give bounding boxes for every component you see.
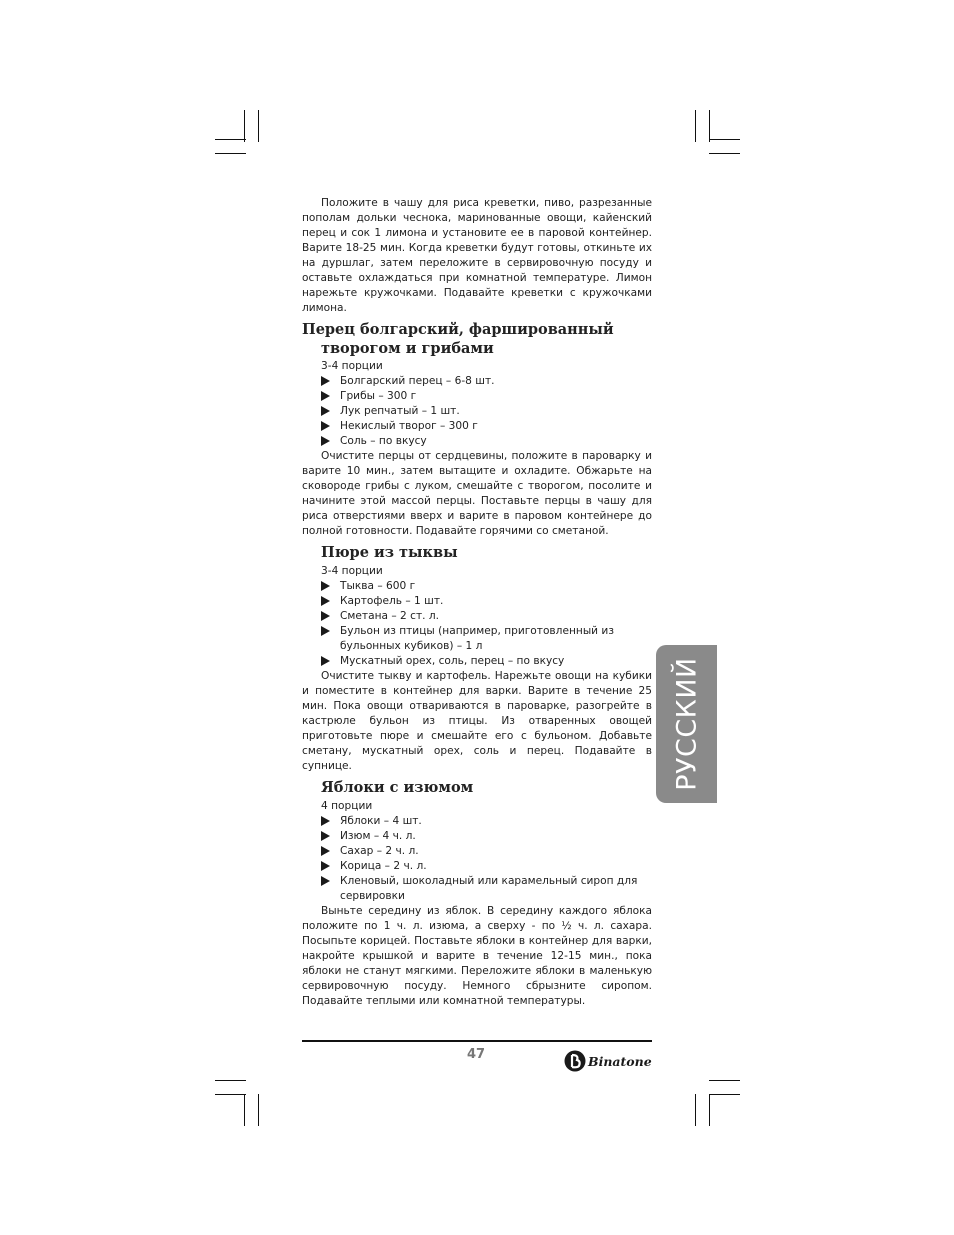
ingredient-item: Болгарский перец – 6-8 шт. bbox=[302, 374, 652, 389]
bullet-triangle-icon bbox=[321, 861, 330, 871]
brand-logo bbox=[564, 1049, 652, 1073]
crop-mark bbox=[709, 153, 740, 154]
bullet-triangle-icon bbox=[321, 406, 330, 416]
crop-mark bbox=[258, 1094, 259, 1126]
servings: 3-4 порции bbox=[321, 565, 383, 577]
crop-mark bbox=[215, 1080, 246, 1081]
ingredient-item: Сахар – 2 ч. л. bbox=[302, 844, 652, 859]
crop-mark bbox=[709, 1080, 740, 1081]
method-paragraph: Очистите перцы от сердцевины, положите в пароварку и варите 10 мин., затем вытащите и охладите. Обжарьте на сковороде грибы с луком, смешайте с творогом, посолите и начините этой массой перцы. Поставьте перцы в чашу для риса отверстиями вверх и варите в паровом контейнере до полной готовности. Подавайте горячими со сметаной. bbox=[302, 450, 652, 537]
ingredient-item: Корица – 2 ч. л. bbox=[302, 859, 652, 874]
language-tab bbox=[656, 645, 717, 803]
bullet-triangle-icon bbox=[321, 596, 330, 606]
ingredient-item: Бульон из птицы (например, приготовленный из бульонных кубиков) – 1 л bbox=[302, 624, 652, 654]
method-paragraph: Выньте середину из яблок. В середину каждого яблока положите по 1 ч. л. изюма, а сверху - по ½ ч. л. сахара. Посыпьте корицей. Поставьте яблоки в контейнер для варки, накройте крышкой и варите в течение 12-15 мин., пока яблоки не станут мягкими. Переложите яблоки в маленькую сервировочную посуду. Немного сбрызните сиропом. Подавайте теплыми или комнатной температуры. bbox=[302, 905, 652, 1007]
bullet-triangle-icon bbox=[321, 846, 330, 856]
crop-mark bbox=[244, 110, 245, 142]
crop-mark bbox=[258, 110, 259, 142]
bullet-triangle-icon bbox=[321, 831, 330, 841]
bullet-triangle-icon bbox=[321, 581, 330, 591]
ingredient-item: Некислый творог – 300 г bbox=[302, 419, 652, 434]
footer-divider bbox=[302, 1040, 652, 1042]
language-tab-label: РУССКИЙ bbox=[671, 657, 702, 791]
ingredient-item: Изюм – 4 ч. л. bbox=[302, 829, 652, 844]
bullet-triangle-icon bbox=[321, 611, 330, 621]
ingredient-item: Мускатный орех, соль, перец – по вкусу bbox=[302, 654, 652, 669]
brand-name: Binatone bbox=[588, 1053, 652, 1069]
ingredient-item: Тыква – 600 г bbox=[302, 579, 652, 594]
crop-mark bbox=[709, 139, 740, 140]
ingredient-list bbox=[302, 579, 652, 669]
intro-paragraph: Положите в чашу для риса креветки, пиво, разрезанные пополам дольки чеснока, маринованные овощи, кайенский перец и сок 1 лимона и установите ее в паровой контейнер. Варите 18-25 мин. Когда креветки будут готовы, откиньте их на дуршлаг, затем переложите в сервировочную посуду и оставьте охлаждаться при комнатной температуре. Лимон нарежьте кружочками. Подавайте креветки с кружочками лимона. bbox=[302, 197, 652, 314]
method-paragraph: Очистите тыкву и картофель. Нарежьте овощи на кубики и поместите в контейнер для варки. Варите в течение 25 мин. Пока овощи отвариваются в пароварке, разогрейте в кастрюле бульон из птицы. Из отваренных овощей приготовьте пюре и смешайте его с бульоном. Добавьте сметану, мускатный орех, соль и перец. Подавайте в супнице. bbox=[302, 670, 652, 772]
bullet-triangle-icon bbox=[321, 391, 330, 401]
ingredient-item: Соль – по вкусу bbox=[302, 434, 652, 449]
servings: 4 порции bbox=[321, 800, 373, 812]
ingredient-list bbox=[302, 814, 652, 904]
bullet-triangle-icon bbox=[321, 816, 330, 826]
ingredient-item: Картофель – 1 шт. bbox=[302, 594, 652, 609]
bullet-triangle-icon bbox=[321, 876, 330, 886]
recipe-title: Пюре из тыквы bbox=[321, 544, 458, 561]
recipe-pumpkin-puree bbox=[302, 543, 652, 774]
ingredient-item: Яблоки – 4 шт. bbox=[302, 814, 652, 829]
bullet-triangle-icon bbox=[321, 421, 330, 431]
ingredient-item: Кленовый, шоколадный или карамельный сироп для сервировки bbox=[302, 874, 652, 904]
bullet-triangle-icon bbox=[321, 656, 330, 666]
binatone-logo-icon bbox=[564, 1050, 586, 1072]
recipe-title: Яблоки с изюмом bbox=[321, 779, 474, 796]
crop-mark bbox=[215, 1094, 246, 1095]
ingredient-item: Грибы – 300 г bbox=[302, 389, 652, 404]
crop-mark bbox=[215, 153, 246, 154]
ingredient-list bbox=[302, 374, 652, 449]
ingredient-item: Сметана – 2 ст. л. bbox=[302, 609, 652, 624]
recipe-stuffed-pepper bbox=[302, 320, 652, 539]
recipe-apples-raisins bbox=[302, 778, 652, 1009]
servings: 3-4 порции bbox=[321, 360, 383, 372]
bullet-triangle-icon bbox=[321, 376, 330, 386]
crop-mark bbox=[709, 1094, 710, 1126]
crop-mark bbox=[709, 110, 710, 142]
bullet-triangle-icon bbox=[321, 436, 330, 446]
bullet-triangle-icon bbox=[321, 626, 330, 636]
page-number: 47 bbox=[466, 1047, 486, 1062]
recipe-title: Перец болгарский, фаршированный творогом и грибами bbox=[302, 321, 614, 357]
crop-mark bbox=[709, 1094, 740, 1095]
recipe-column bbox=[302, 196, 652, 1009]
crop-mark bbox=[695, 1094, 696, 1126]
crop-mark bbox=[244, 1094, 245, 1126]
ingredient-item: Лук репчатый – 1 шт. bbox=[302, 404, 652, 419]
crop-mark bbox=[695, 110, 696, 142]
crop-mark bbox=[215, 139, 246, 140]
